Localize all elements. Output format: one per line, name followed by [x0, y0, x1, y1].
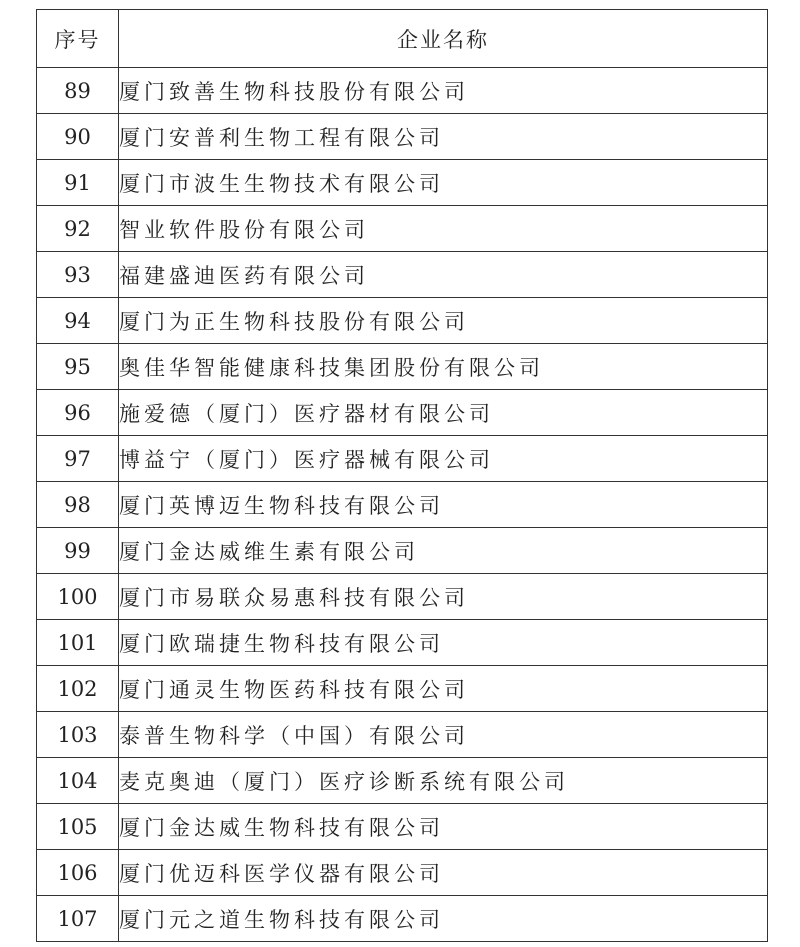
table-row: [37, 252, 768, 298]
row-company-name: 施爱德（厦门）医疗器材有限公司: [119, 390, 768, 436]
header-row: [37, 10, 768, 68]
table-row: [37, 68, 768, 114]
row-index: 106: [37, 850, 119, 896]
table-row: [37, 804, 768, 850]
table-row: [37, 666, 768, 712]
row-company-name: 厦门英博迈生物科技有限公司: [119, 482, 768, 528]
row-index: 101: [37, 620, 119, 666]
row-index: 104: [37, 758, 119, 804]
row-index: 89: [37, 68, 119, 114]
row-company-name: 奥佳华智能健康科技集团股份有限公司: [119, 344, 768, 390]
row-index: 107: [37, 896, 119, 942]
row-company-name: 厦门通灵生物医药科技有限公司: [119, 666, 768, 712]
row-index: 103: [37, 712, 119, 758]
table-row: [37, 712, 768, 758]
table-row: [37, 298, 768, 344]
table-row: [37, 574, 768, 620]
header-name: 企业名称: [119, 10, 768, 68]
table-row: [37, 344, 768, 390]
row-index: 98: [37, 482, 119, 528]
table-row: [37, 482, 768, 528]
row-index: 94: [37, 298, 119, 344]
row-company-name: 厦门致善生物科技股份有限公司: [119, 68, 768, 114]
row-company-name: 厦门市易联众易惠科技有限公司: [119, 574, 768, 620]
row-index: 105: [37, 804, 119, 850]
row-company-name: 福建盛迪医药有限公司: [119, 252, 768, 298]
table-body: [37, 68, 768, 942]
row-index: 90: [37, 114, 119, 160]
row-index: 95: [37, 344, 119, 390]
table-row: [37, 850, 768, 896]
table-row: [37, 758, 768, 804]
table-row: [37, 114, 768, 160]
table-header: [37, 10, 768, 68]
row-company-name: 厦门元之道生物科技有限公司: [119, 896, 768, 942]
header-index: 序号: [37, 10, 119, 68]
row-index: 93: [37, 252, 119, 298]
row-company-name: 厦门市波生生物技术有限公司: [119, 160, 768, 206]
table-row: [37, 206, 768, 252]
company-table: [36, 9, 768, 942]
row-company-name: 泰普生物科学（中国）有限公司: [119, 712, 768, 758]
row-index: 99: [37, 528, 119, 574]
row-company-name: 厦门金达威维生素有限公司: [119, 528, 768, 574]
row-index: 92: [37, 206, 119, 252]
table-row: [37, 436, 768, 482]
row-company-name: 博益宁（厦门）医疗器械有限公司: [119, 436, 768, 482]
row-index: 102: [37, 666, 119, 712]
row-index: 97: [37, 436, 119, 482]
row-company-name: 厦门金达威生物科技有限公司: [119, 804, 768, 850]
table-row: [37, 528, 768, 574]
row-company-name: 智业软件股份有限公司: [119, 206, 768, 252]
table-row: [37, 390, 768, 436]
table-row: [37, 160, 768, 206]
row-index: 100: [37, 574, 119, 620]
row-company-name: 厦门优迈科医学仪器有限公司: [119, 850, 768, 896]
row-index: 91: [37, 160, 119, 206]
row-company-name: 厦门为正生物科技股份有限公司: [119, 298, 768, 344]
table-row: [37, 620, 768, 666]
row-index: 96: [37, 390, 119, 436]
row-company-name: 厦门安普利生物工程有限公司: [119, 114, 768, 160]
row-company-name: 麦克奥迪（厦门）医疗诊断系统有限公司: [119, 758, 768, 804]
row-company-name: 厦门欧瑞捷生物科技有限公司: [119, 620, 768, 666]
table-row: [37, 896, 768, 942]
